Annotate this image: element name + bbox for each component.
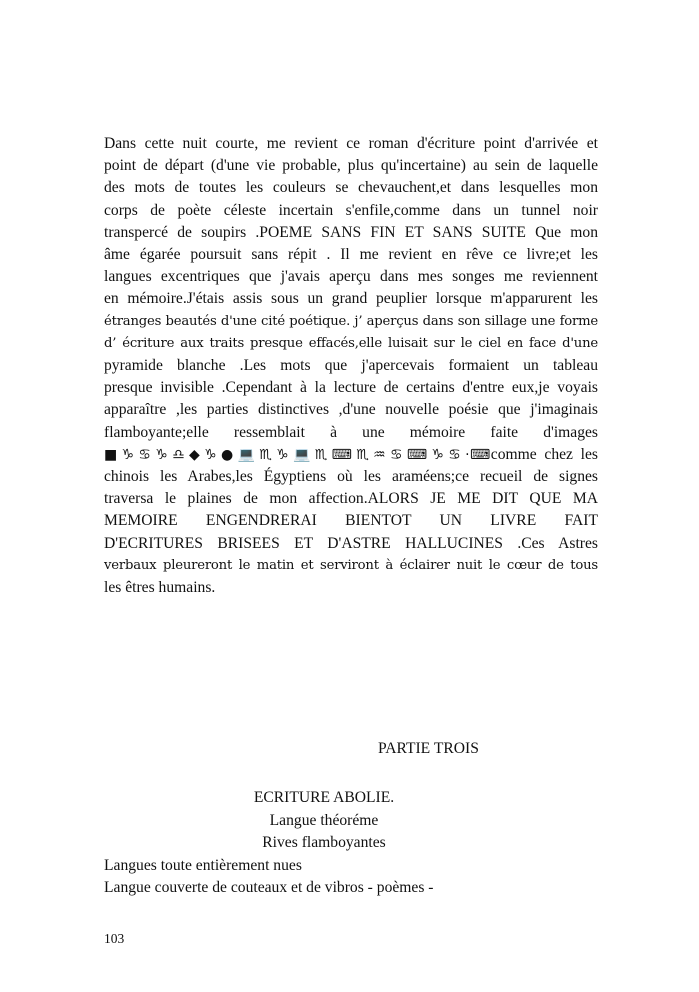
page-number: 103 xyxy=(104,931,125,946)
symbol-line-text: comme chez les xyxy=(490,445,599,463)
paragraph-line: chinois les Arabes,les Égyptiens où les araméens;ce recueil de signes xyxy=(104,468,598,486)
paragraph-line: point de départ (d'une vie probable, plus qu'incertaine) au sein de laquelle xyxy=(104,157,598,175)
poem-heading: ECRITURE ABOLIE. xyxy=(253,789,395,806)
paragraph-line: corps de poète céleste incertain s'enfile,comme dans un tunnel noir xyxy=(104,201,598,219)
poem-line: Langue théoréme xyxy=(269,811,379,829)
paragraph-line: apparaître ,les parties distinctives ,d'une nouvelle poésie que j'imaginais xyxy=(104,401,598,419)
poem-line: Rives flamboyantes xyxy=(262,834,386,851)
paragraph-line: en mémoire.J'étais assis sous un grand peuplier lorsque m'apparurent les xyxy=(104,290,598,308)
paragraph-line: flamboyante;elle ressemblait à une mémoire faite d'images xyxy=(104,423,598,441)
body-paragraph xyxy=(104,133,598,599)
poem-line: Langue couverte de couteaux et de vibros - poèmes - xyxy=(104,879,434,896)
poem-block xyxy=(104,787,598,900)
paragraph-line: presque invisible .Cependant à la lecture de certains d'entre eux,je voyais xyxy=(104,379,598,397)
symbol-line xyxy=(104,444,598,466)
paragraph-line: transpercé de soupirs .POEME SANS FIN ET SANS SUITE Que mon xyxy=(104,223,598,241)
paragraph-line: MEMOIRE ENGENDRERAI BIENTOT UN LIVRE FAIT xyxy=(104,512,598,530)
paragraph-line: étranges beautés d'une cité poétique. j’ aperçus dans son sillage une forme xyxy=(104,313,598,329)
paragraph-line: D'ECRITURES BRISEES ET D'ASTRE HALLUCINES .Ces Astres xyxy=(104,534,598,552)
section-title: PARTIE TROIS xyxy=(378,740,479,757)
paragraph-line: d’ écriture aux traits presque effacés,elle luisait sur le ciel en face d'une xyxy=(104,335,598,351)
paragraph-line: âme égarée poursuit sans répit . Il me revient en rêve ce livre;et les xyxy=(104,246,598,264)
paragraph-line: des mots de toutes les couleurs se chevauchent,et dans lesquelles mon xyxy=(104,179,598,197)
paragraph-line: verbaux pleureront le matin et serviront à éclairer nuit le cœur de tous xyxy=(104,557,598,573)
paragraph-line: langues excentriques que j'avais aperçu dans mes songes me reviennent xyxy=(104,268,598,286)
poem-line: Langues toute entièrement nues xyxy=(104,856,302,874)
paragraph-line: traversa le plaines de mon affection.ALORS JE ME DIT QUE MA xyxy=(104,490,598,508)
paragraph-line: Dans cette nuit courte, me revient ce roman d'écriture point d'arrivée et xyxy=(104,135,598,152)
wingding-glyphs: ■♑♋♑♎◆♑●💻♏♑💻♏⌨♏♒♋⌨♑♋·⌨ xyxy=(104,446,491,463)
paragraph-line: pyramide blanche .Les mots que j'apercevais formaient un tableau xyxy=(104,357,598,375)
paragraph-line: les êtres humains. xyxy=(104,579,216,597)
